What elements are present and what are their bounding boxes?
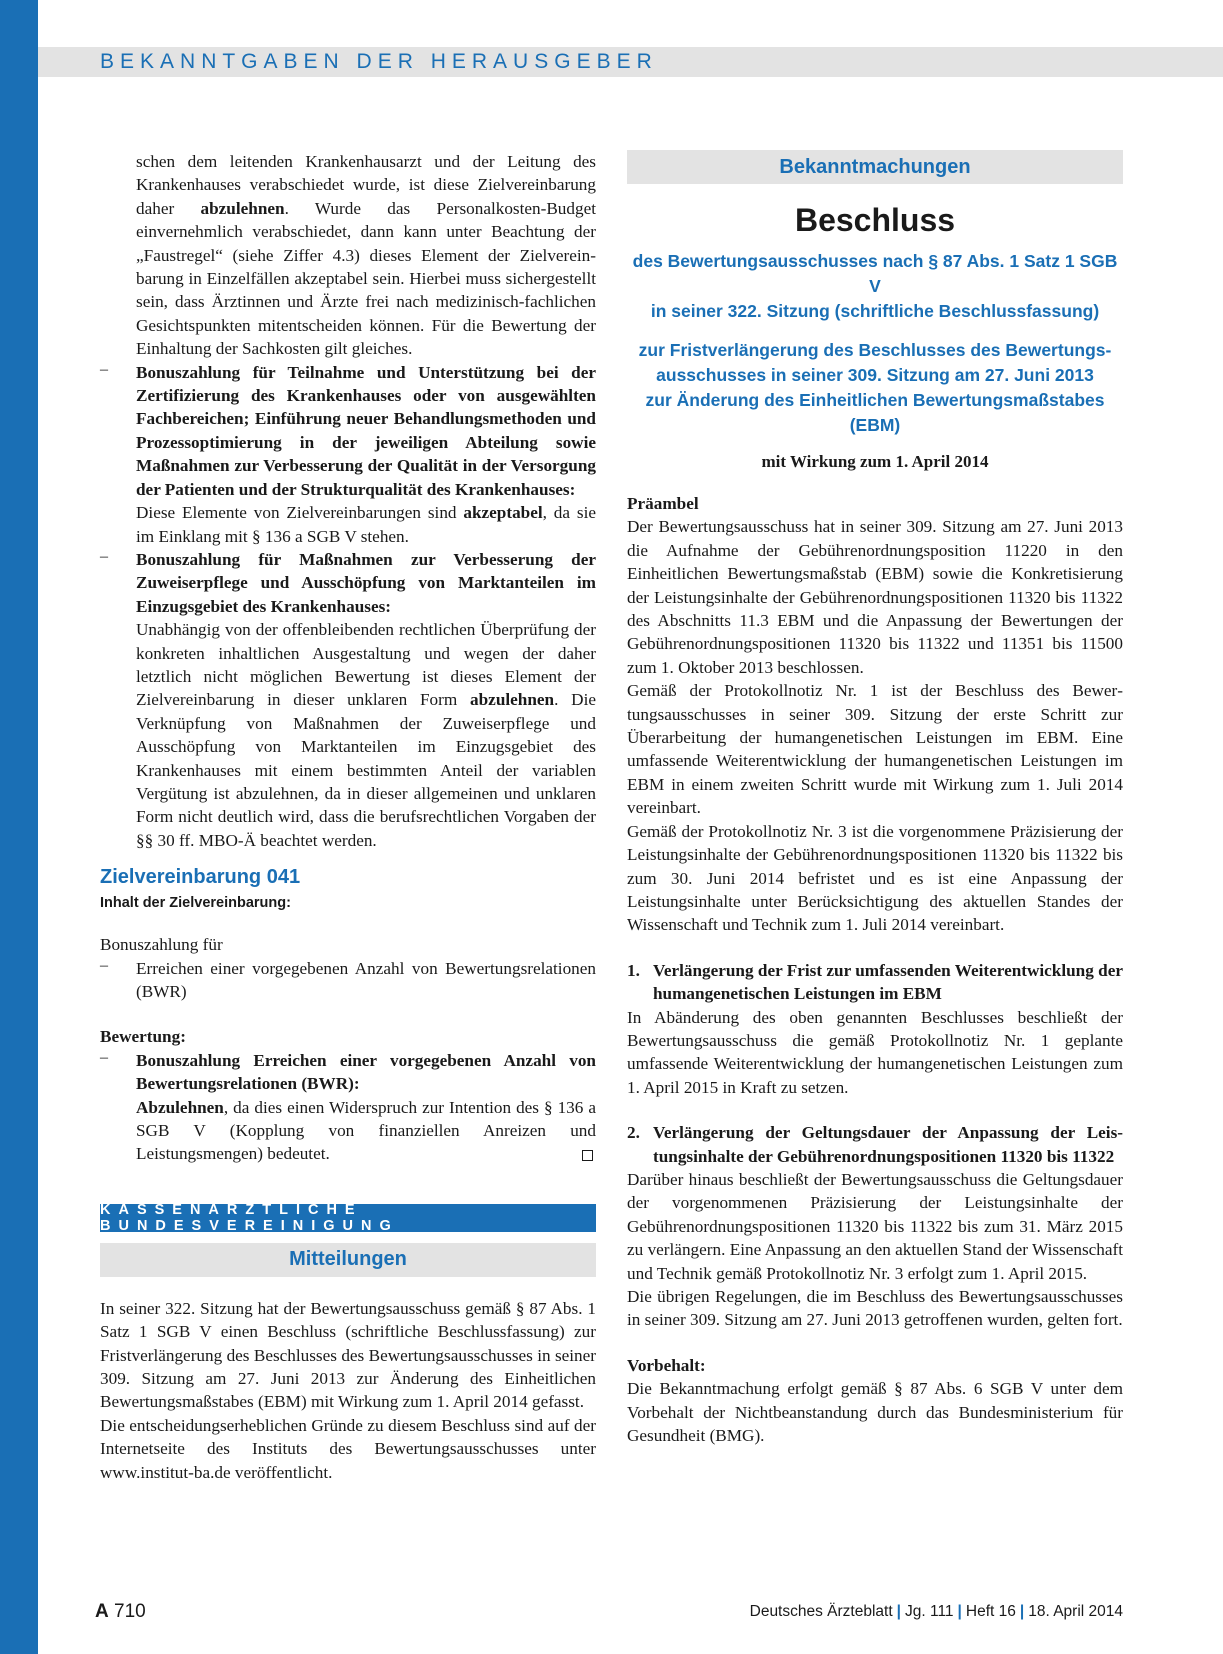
kbv-band: KASSENÄRZTLICHE BUNDESVEREINIGUNG <box>100 1204 596 1232</box>
subtitle-line: des Bewertungsausschusses nach § 87 Abs. 1 Satz 1 SGB V <box>632 251 1118 296</box>
section-2-paragraph: Die übrigen Regelungen, die im Beschluss des Bewertungsausschusses in seiner 309. Sitzung am 27. Juni 2013 getroffenen wurden, gelten fort. <box>627 1287 1123 1330</box>
intro-paragraph: schen dem leitenden Krankenhausarzt und der Leitung des Krankenhauses verabschiedet wurde, ist diese Zielvereinbarung daher abzulehnen. Wurde das Personalkosten-Budget einvernehmlich verabschiedet, dann kann unter Beachtung der „Faustregel“ (siehe Ziffer 4.3) dieses Element der Zielvereinbarung in Einzelfällen akzeptabel sein. Hierbei muss sichergestellt sein, dass Ärztinnen und Ärzte frei nach medizinisch-fachlichen Gesichtspunkten mitentscheiden können. Für die Bewertung der Einhaltung der Sachkosten gilt gleiches. <box>136 152 596 359</box>
dash-bullet: – <box>100 547 108 565</box>
mitteilungen-paragraph: In seiner 322. Sitzung hat der Bewertungsausschuss gemäß § 87 Abs. 1 Satz 1 SGB V einen Beschluss (schriftliche Beschlussfassung) zur Fristverlängerung des Beschlusses des Bewertungsausschusses in seiner 309. Sitzung am 27. Juni 2013 zur Änderung des Einheitlichen Bewertungsmaßstabes (EBM) mit Wirkung zum 1. April 2014 gefasst. <box>100 1298 596 1412</box>
dash-bullet: – <box>100 360 108 378</box>
zielvereinbarung-heading: Zielvereinbarung 041 <box>100 866 301 889</box>
item-heading: Bonuszahlung für Maßnahmen zur Verbesserung der Zuweiserpflege und Ausschöpfung von Marktanteilen im Einzugsgebiet des Krankenhauses: <box>136 549 596 616</box>
list-item: – Bonuszahlung Erreichen einer vorgegebenen Anzahl von Bewertungsrelationen (BWR): Abzulehnen, da dies einen Widerspruch zur Intention des § 136 a SGB V (Kopplung von finanziellen Anreizen und Leistungsmengen) bedeutet. <box>100 1048 596 1164</box>
item-heading: Bonuszahlung für Teilnahme und Unterstützung bei der Zertifizierung des Krankenhauses oder von ausgewählten Fachbereichen; Einführung neuer Behandlungsmethoden und Prozessoptimierung in der jeweiligen Abteilung sowie Maßnahmen zur Verbesserung der Qualität in der Versorgung der Patienten und der Strukturqualität des Krankenhauses: <box>136 362 596 499</box>
bonus-label: Bonuszahlung für <box>100 935 223 955</box>
dash-bullet: – <box>100 956 108 974</box>
effective-date: mit Wirkung zum 1. April 2014 <box>761 452 989 471</box>
item-heading: Bonuszahlung Erreichen einer vorgegebenen Anzahl von Bewertungsrelationen (BWR): <box>136 1050 596 1094</box>
mitteilungen-paragraph: Die entscheidungserheblichen Gründe zu diesem Beschluss sind auf der Internetseite des Instituts des Bewertungsausschusses unter www.institut-ba.de veröffentlicht. <box>100 1415 596 1482</box>
zielvereinbarung-subheading: Inhalt der Zielvereinbarung: <box>100 895 291 912</box>
section-2-heading: 2. Verlängerung der Geltungsdauer der Anpassung der Leistungsinhalte der Gebührenordnungspositionen 11320 bis 11322 <box>627 1123 1123 1166</box>
list-item: – Bonuszahlung für Teilnahme und Unterstützung bei der Zertifizierung des Krankenhauses oder von ausgewählten Fachbereichen; Einführung neuer Behandlungsmethoden und Prozessoptimierung in der jeweiligen Abteilung sowie Maßnahmen zur Verbesserung der Qualität in der Versorgung der Patienten und der Strukturqualität des Krankenhauses: Diese Elemente von Zielvereinbarungen sind akzeptabel, da sie im Einklang mit § 136 a SGB V stehen. <box>100 360 596 546</box>
praeambel-paragraph: Gemäß der Protokollnotiz Nr. 3 ist die vorgenommene Präzisierung der Leistungsinhalte der Gebührenordnungspositionen 11320 bis 11322 bis zum 30. Juni 2014 befristet und es ist eine Anpassung der Leistungsinhalte unter Berücksichtigung des aktuellen Standes der Wissenschaft und Technik zum 1. Juli 2014 vereinbart. <box>627 821 1123 935</box>
list-item: – Bonuszahlung für Maßnahmen zur Verbesserung der Zuweiserpflege und Ausschöpfung von Marktanteilen im Einzugsgebiet des Krankenhauses: Unabhängig von der offenbleibenden rechtlichen Überprüfung der konkreten inhaltlichen Ausgestaltung und wegen der daher letztlich nicht möglichen Bewertung ist dieses Element der Zielvereinbarung in dieser unklaren Form abzulehnen. Die Verknüpfung von Maßnahmen der Zuweiserpflege und Ausschöpfung von Marktanteilen im Einzugsgebiet des Krankenhauses mit einem bestimmten Anteil der variablen Vergütung ist abzulehnen, da in dieser allgemeinen und unklaren Form nicht deutlich wird, dass die berufsrechtlichen Vorgaben der §§ 30 ff. MBO-Ä beachtet werden. <box>100 547 596 850</box>
section-2-paragraph: Darüber hinaus beschließt der Bewertungsausschuss die Geltungsdauer der vorgenommenen Präzisierung der Leistungsinhalte der Gebührenordnungspositionen 11320 bis 11322 bis zum 31. März 2015 zu verlängern. Eine Anpassung an den aktuellen Stand der Wissenschaft und Technik gemäß Protokollnotiz Nr. 3 erfolgt zum 1. April 2015. <box>627 1169 1123 1283</box>
dash-bullet: – <box>100 1048 108 1066</box>
right-column <box>627 150 1123 1447</box>
subtitle-line: ausschusses in seiner 309. Sitzung am 27. Juni 2013 <box>656 365 1094 385</box>
bekanntmachungen-heading: Bekanntmachungen <box>627 150 1123 184</box>
praeambel-paragraph: Der Bewertungsausschuss hat in seiner 309. Sitzung am 27. Juni 2013 die Aufnahme der Gebührenordnungsposition 11220 in den Einheitlichen Bewertungsmaßstab (EBM) sowie die Konkretisierung der Leistungsinhalte der Gebührenordnungspositionen 11320 bis 11322 des Abschnitts 11.3 EBM und die Anpassung der Bewertungen der Gebührenordnungspositionen 11320 bis 11322 und 11351 bis 11500 zum 1. Oktober 2013 beschlossen. <box>627 517 1123 677</box>
bewertung-label: Bewertung: <box>100 1027 186 1047</box>
section-1-paragraph: In Abänderung des oben genannten Beschlusses beschließt der Bewertungsausschuss die gemäß Protokollnotiz Nr. 1 geplante umfassende Weiterentwicklung der humangenetischen Leistungen zum 1. April 2015 in Kraft zu setzen. <box>627 1007 1123 1097</box>
vorbehalt-label: Vorbehalt: <box>627 1355 706 1375</box>
subtitle-line: in seiner 322. Sitzung (schriftliche Beschlussfassung) <box>650 301 1100 321</box>
mitteilungen-heading: Mitteilungen <box>100 1243 596 1277</box>
vorbehalt-paragraph: Die Bekanntmachung erfolgt gemäß § 87 Abs. 6 SGB V unter dem Vorbehalt der Nichtbeanstandung durch das Bundesministerium für Gesundheit (BMG). <box>627 1379 1123 1446</box>
list-item: – Erreichen einer vorgegebenen Anzahl von Bewertungsrelationen (BWR) <box>100 956 596 1001</box>
end-mark-icon <box>582 1150 593 1161</box>
praeambel-paragraph: Gemäß der Protokollnotiz Nr. 1 ist der Beschluss des Bewertungsausschusses in seiner 309. Sitzung der erste Schritt zur Überarbeitung der humangenetischen Leistungen im EBM. Eine umfassende Weiterentwicklung der humangenetischen Leistungen im EBM in einem zweiten Schritt wurde mit Wirkung zum 1. Juli 2014 vereinbart. <box>627 681 1123 818</box>
left-accent-bar <box>0 0 38 1654</box>
page-number: A 710 <box>95 1601 146 1622</box>
subtitle-line: zur Änderung des Einheitlichen Bewertungsmaßstabes (EBM) <box>645 390 1105 435</box>
section-title: BEKANNTGABEN DER HERAUSGEBER <box>100 50 658 73</box>
left-column <box>100 150 596 1484</box>
subtitle-line: zur Fristverlängerung des Beschlusses des Bewertungs- <box>638 340 1112 360</box>
journal-info: Deutsches Ärzteblatt | Jg. 111 | Heft 16 | 18. April 2014 <box>749 1603 1123 1620</box>
page-title: Beschluss <box>794 202 956 238</box>
section-1-heading: 1. Verlängerung der Frist zur umfassenden Weiterentwicklung der humangenetischen Leistungen im EBM <box>627 960 1123 1004</box>
praeambel-label: Präambel <box>627 494 699 513</box>
